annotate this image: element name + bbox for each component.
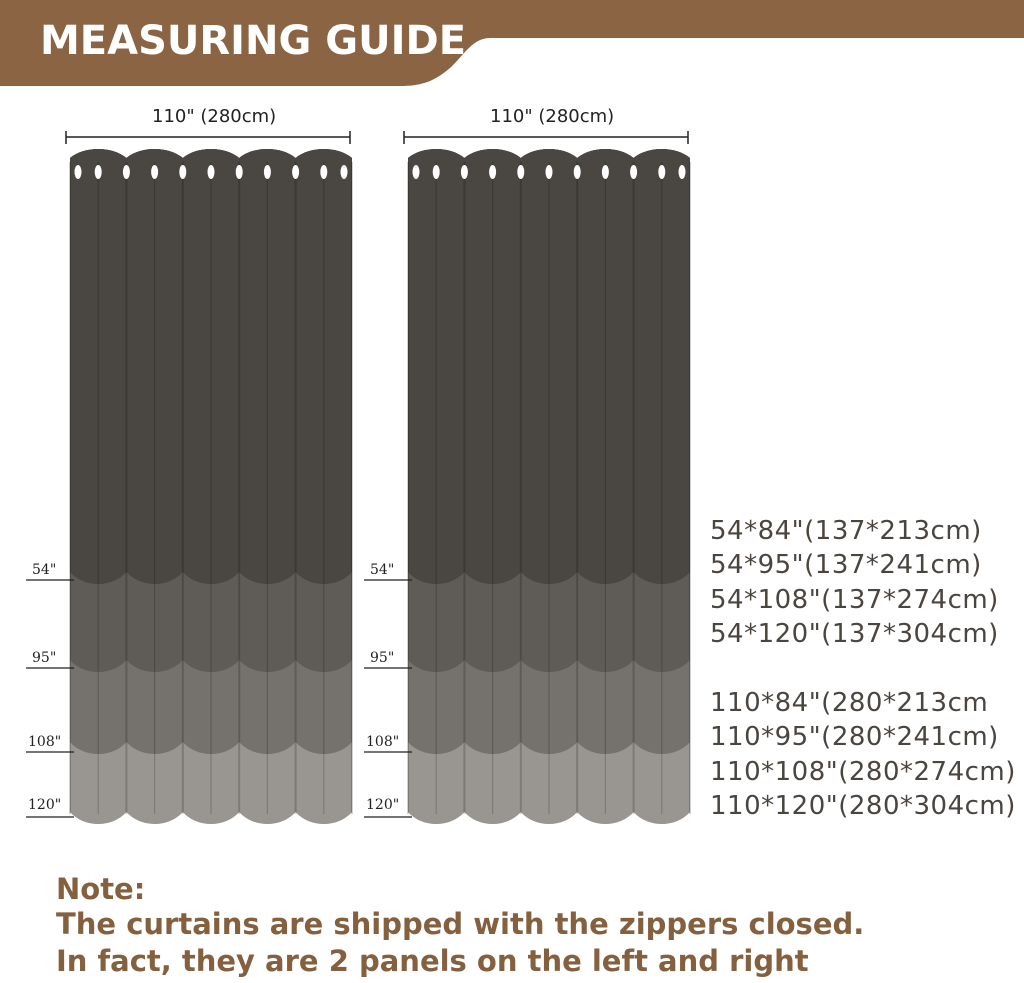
grommet	[413, 165, 420, 179]
grommet	[179, 165, 186, 179]
size-item: 110*84"(280*213cm	[710, 688, 989, 718]
grommet	[208, 165, 215, 179]
length-label-95: 95"	[32, 650, 57, 666]
grommet	[630, 165, 637, 179]
grommet	[236, 165, 243, 179]
note-line-2: In fact, they are 2 panels on the left and right	[56, 944, 809, 978]
grommet	[546, 165, 553, 179]
grommet	[264, 165, 271, 179]
page-title: MEASURING GUIDE	[40, 18, 467, 64]
curtain-panel-right	[358, 128, 698, 828]
note-line-1: The curtains are shipped with the zippers closed.	[56, 907, 865, 941]
length-label-95: 95"	[370, 650, 395, 666]
grommet	[123, 165, 130, 179]
grommet	[489, 165, 496, 179]
length-label-108: 108"	[366, 734, 400, 750]
length-label-120: 120"	[366, 797, 400, 813]
length-label-54: 54"	[370, 562, 395, 578]
grommet	[95, 165, 102, 179]
length-label-120: 120"	[28, 797, 62, 813]
size-item: 110*108"(280*274cm)	[710, 757, 1016, 787]
grommet	[292, 165, 299, 179]
size-item: 54*120"(137*304cm)	[710, 619, 999, 649]
grommet	[658, 165, 665, 179]
curtain-panel-left	[20, 128, 360, 828]
size-item: 54*108"(137*274cm)	[710, 585, 999, 615]
grommet	[320, 165, 327, 179]
grommet	[433, 165, 440, 179]
grommet	[75, 165, 82, 179]
size-item: 110*120"(280*304cm)	[710, 791, 1016, 821]
grommet	[461, 165, 468, 179]
grommet	[574, 165, 581, 179]
grommet	[602, 165, 609, 179]
grommet	[679, 165, 686, 179]
panel-right-width-label: 110" (280cm)	[490, 106, 615, 127]
grommet	[517, 165, 524, 179]
panel-left-width-label: 110" (280cm)	[152, 106, 277, 127]
length-label-108: 108"	[28, 734, 62, 750]
size-item: 110*95"(280*241cm)	[710, 722, 999, 752]
size-item: 54*84"(137*213cm)	[710, 516, 982, 546]
size-item: 54*95"(137*241cm)	[710, 550, 982, 580]
length-label-54: 54"	[32, 562, 57, 578]
grommet	[341, 165, 348, 179]
note-heading: Note:	[56, 872, 146, 906]
grommet	[151, 165, 158, 179]
